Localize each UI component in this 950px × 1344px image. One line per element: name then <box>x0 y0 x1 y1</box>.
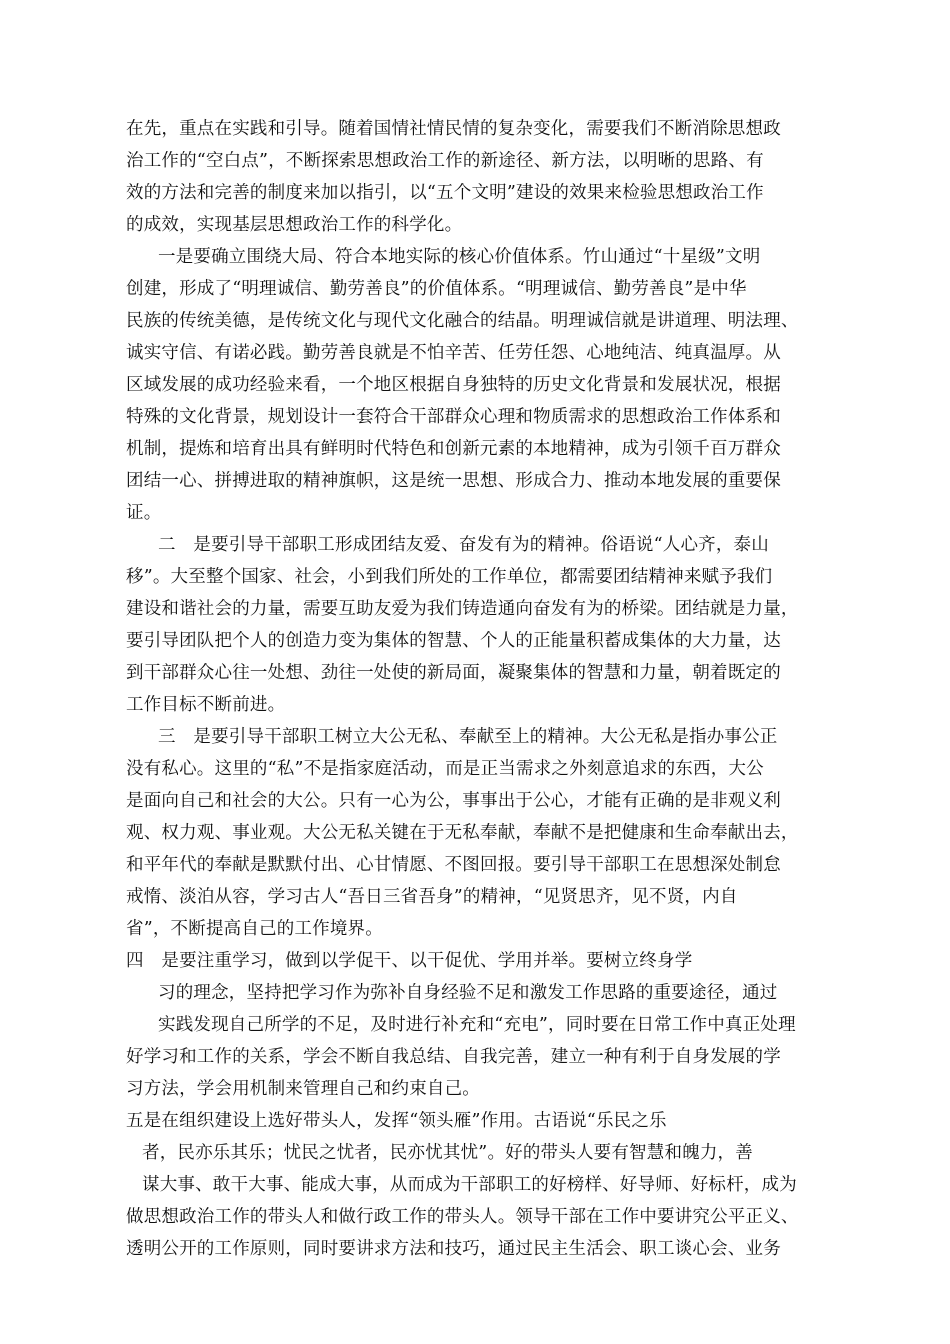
paragraph-3-start: 三 是要引导干部职工树立大公无私、奉献至上的精神。大公无私是指办事公正 <box>158 727 778 747</box>
text-line: 谋大事、敢干大事、能成大事，从而成为干部职工的好榜样、好导师、好标杆，成为 <box>142 1175 797 1195</box>
text-line: 实践发现自己所学的不足，及时进行补充和“充电”，同时要在日常工作中真正处理 <box>158 1015 796 1035</box>
text-line: 五是在组织建设上选好带头人，发挥“领头雁”作用。古语说“乐民之乐 <box>126 1111 667 1131</box>
text-line: 做思想政治工作的带头人和做行政工作的带头人。领导干部在工作中要讲究公平正义、 <box>126 1207 799 1227</box>
text-line: 戒惰、淡泊从容，学习古人“吾日三省吾身”的精神，“见贤思齐，见不贤，内自 <box>126 887 738 907</box>
text-line: 效的方法和完善的制度来加以指引，以“五个文明”建设的效果来检验思想政治工作 <box>126 183 764 203</box>
text-line: 建设和谐社会的力量，需要互助友爱为我们铸造通向奋发有为的桥梁。团结就是力量， <box>126 599 799 619</box>
text-line: 在先，重点在实践和引导。随着国情社情民情的复杂变化，需要我们不断消除思想政 <box>126 119 781 139</box>
text-line: 机制，提炼和培育出具有鲜明时代特色和创新元素的本地精神，成为引领千百万群众 <box>126 439 781 459</box>
text-line: 没有私心。这里的“私”不是指家庭活动，而是正当需求之外刻意追求的东西，大公 <box>126 759 764 779</box>
text-line: 好学习和工作的关系，学会不断自我总结、自我完善，建立一种有利于自身发展的学 <box>126 1047 781 1067</box>
text-line: 治工作的“空白点”，不断探索思想政治工作的新途径、新方法，以明晰的思路、有 <box>126 151 764 171</box>
text-line: 透明公开的工作原则，同时要讲求方法和技巧，通过民主生活会、职工谈心会、业务 <box>126 1239 781 1259</box>
paragraph-1-start: 一是要确立围绕大局、符合本地实际的核心价值体系。竹山通过“十星级”文明 <box>158 247 761 267</box>
text-line: 团结一心、拼搏进取的精神旗帜，这是统一思想、形成合力、推动本地发展的重要保 <box>126 471 781 491</box>
paragraph-4-start: 习的理念，坚持把学习作为弥补自身经验不足和激发工作思路的重要途径，通过 <box>158 983 778 1003</box>
text-line: 的成效，实现基层思想政治工作的科学化。 <box>126 215 463 235</box>
text-line: 四 是要注重学习，做到以学促干、以干促优、学用并举。要树立终身学 <box>126 951 693 971</box>
text-line: 和平年代的奉献是默默付出、心甘情愿、不图回报。要引导干部职工在思想深处制怠 <box>126 855 781 875</box>
text-line: 习方法，学会用机制来管理自己和约束自己。 <box>126 1079 480 1099</box>
text-line: 要引导团队把个人的创造力变为集体的智慧、个人的正能量积蓄成集体的大力量，达 <box>126 631 781 651</box>
text-line: 诚实守信、有诺必践。勤劳善良就是不怕辛苦、任劳任怨、心地纯洁、纯真温厚。从 <box>126 343 781 363</box>
paragraph-5-start: 者，民亦乐其乐；忧民之忧者，民亦忧其忧”。好的带头人要有智慧和魄力，善 <box>142 1143 753 1163</box>
text-line: 创建，形成了“明理诚信、勤劳善良”的价值体系。“明理诚信、勤劳善良”是中华 <box>126 279 747 299</box>
text-line: 是面向自己和社会的大公。只有一心为公，事事出于公心，才能有正确的是非观义利 <box>126 791 781 811</box>
text-line: 移”。大至整个国家、社会，小到我们所处的工作单位，都需要团结精神来赋予我们 <box>126 567 773 587</box>
text-line: 民族的传统美德，是传统文化与现代文化融合的结晶。明理诚信就是讲道理、明法理、 <box>126 311 799 331</box>
text-line: 证。 <box>126 503 162 523</box>
text-line: 观、权力观、事业观。大公无私关键在于无私奉献，奉献不是把健康和生命奉献出去， <box>126 823 799 843</box>
paragraph-2-start: 二 是要引导干部职工形成团结友爱、奋发有为的精神。俗语说“人心齐，泰山 <box>158 535 769 555</box>
text-line: 工作目标不断前进。 <box>126 695 286 715</box>
text-line: 省”，不断提高自己的工作境界。 <box>126 919 383 939</box>
text-line: 到干部群众心往一处想、劲往一处使的新局面，凝聚集体的智慧和力量，朝着既定的 <box>126 663 781 683</box>
text-line: 区域发展的成功经验来看，一个地区根据自身独特的历史文化背景和发展状况，根据 <box>126 375 781 395</box>
text-line: 特殊的文化背景，规划设计一套符合干部群众心理和物质需求的思想政治工作体系和 <box>126 407 781 427</box>
